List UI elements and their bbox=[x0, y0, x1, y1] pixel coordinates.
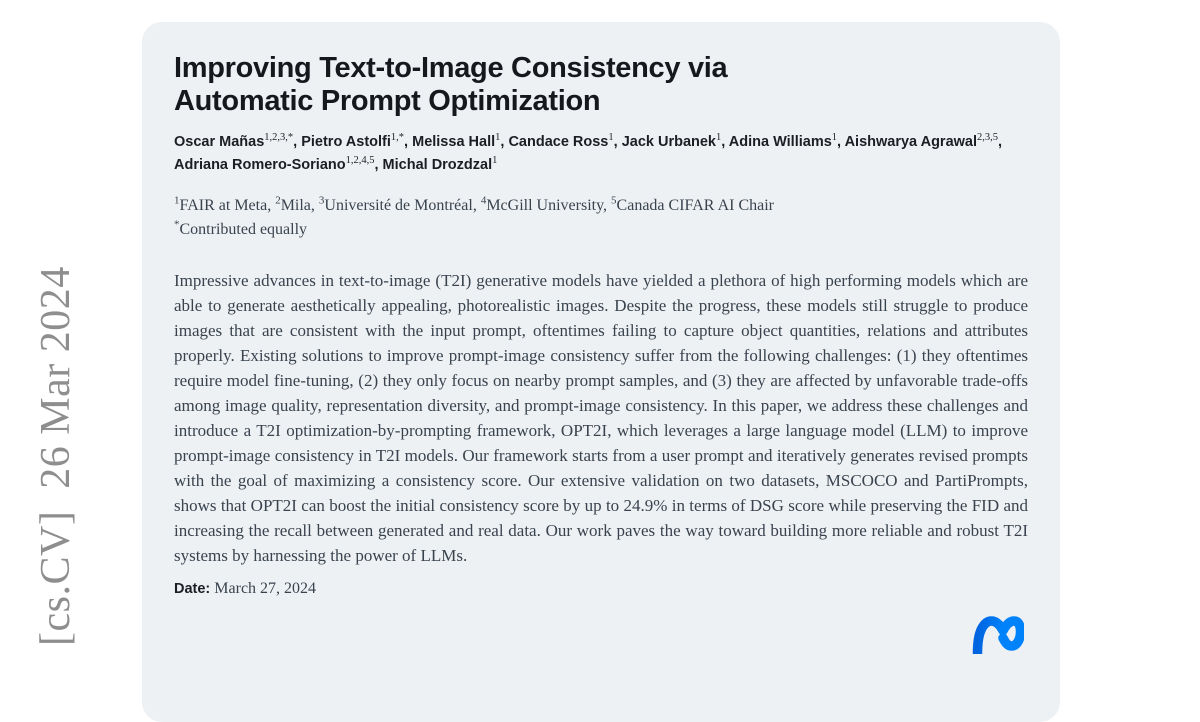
affiliation-superscript: 4 bbox=[480, 194, 487, 207]
author bbox=[729, 134, 841, 150]
paper-title bbox=[174, 52, 1028, 118]
author-separator: , bbox=[404, 134, 409, 150]
affiliation-separator: , bbox=[267, 197, 276, 214]
affiliation-superscript: 5 bbox=[611, 194, 617, 207]
author-separator: , bbox=[721, 134, 726, 150]
author-name: Adriana Romero-Soriano bbox=[174, 157, 346, 173]
affiliation bbox=[275, 194, 319, 214]
paper-card bbox=[142, 22, 1060, 722]
author bbox=[412, 134, 504, 150]
author bbox=[508, 134, 617, 150]
author bbox=[174, 134, 297, 150]
affiliations-line bbox=[174, 194, 1028, 218]
paper-title-line-1: Improving Text-to-Image Consistency via bbox=[174, 52, 728, 84]
author bbox=[301, 134, 408, 150]
author-superscript: 1 bbox=[831, 132, 838, 144]
affiliation-superscript: 2 bbox=[275, 194, 281, 207]
author-name: Jack Urbanek bbox=[621, 134, 716, 150]
author-name: Aishwarya Agrawal bbox=[844, 134, 978, 150]
abstract-paragraph: Impressive advances in text-to-image (T2I) generative models have yielded a plethora of high performing models which are able to generate aesthetically appealing, photorealistic images. Despite the progress, these models still struggle to produce images that are consistent with the input prompt, oftentimes failing to capture object quantities, relations and attributes properly. Existing solutions to improve prompt-image consistency suffer from the following challenges: (1) they oftentimes require model fine-tuning, (2) they only focus on nearby prompt samples, and (3) they are affected by unfavorable trade-offs among image quality, representation diversity, and prompt-image consistency. In this paper, we address these challenges and introduce a T2I optimization-by-prompting framework, OPT2I, which leverages a large language model (LLM) to improve prompt-image consistency in T2I models. Our framework starts from a user prompt and iteratively generates revised prompts with the goal of maximizing a consistency score. Our extensive validation on two datasets, MSCOCO and PartiPrompts, shows that OPT2I can boost the initial consistency score by up to 24.9% in terms of DSG score while preserving the FID and increasing the recall between generated and real data. Our work paves the way toward building more reliable and robust T2I systems by harnessing the power of LLMs. bbox=[174, 271, 1028, 565]
author-superscript: 1,2,4,5 bbox=[345, 155, 375, 167]
affiliation bbox=[318, 194, 481, 214]
arxiv-watermark: [cs.CV] 26 Mar 2024 bbox=[33, 266, 79, 646]
author-superscript: 1 bbox=[608, 132, 614, 144]
contribution-superscript: * bbox=[174, 218, 180, 231]
author-name: Michal Drozdzal bbox=[382, 157, 493, 173]
affiliation-separator: , bbox=[472, 197, 481, 214]
author-separator: , bbox=[837, 134, 842, 150]
affiliation bbox=[174, 194, 276, 214]
affiliation bbox=[480, 194, 612, 214]
affiliation-superscript: 1 bbox=[174, 194, 180, 207]
author-separator: , bbox=[374, 157, 379, 173]
affiliation-name: McGill University bbox=[486, 197, 604, 214]
author-separator: , bbox=[293, 134, 298, 150]
affiliation-name: Université de Montréal bbox=[324, 197, 473, 214]
meta-logo-icon bbox=[972, 614, 1024, 654]
affiliation-name: FAIR at Meta bbox=[179, 197, 268, 214]
author-superscript: 1 bbox=[495, 132, 501, 144]
paper-title-line-2: Automatic Prompt Optimization bbox=[174, 85, 601, 117]
author-name: Melissa Hall bbox=[412, 134, 496, 150]
author-separator: , bbox=[998, 134, 1003, 150]
author-name: Candace Ross bbox=[508, 134, 609, 150]
affiliation-name: Canada CIFAR AI Chair bbox=[616, 197, 775, 214]
affiliation-name: Mila bbox=[280, 197, 311, 214]
affiliation bbox=[611, 194, 775, 214]
author-separator: , bbox=[613, 134, 618, 150]
author-superscript: 1,2,3,* bbox=[264, 132, 294, 144]
affiliation-separator: , bbox=[310, 197, 319, 214]
dateline bbox=[174, 580, 1028, 598]
author-superscript: 1,* bbox=[390, 132, 405, 144]
author-list bbox=[174, 131, 1028, 177]
author-name: Oscar Mañas bbox=[174, 134, 265, 150]
author-superscript: 1 bbox=[716, 132, 722, 144]
affiliation-separator: , bbox=[603, 197, 612, 214]
contribution-note bbox=[174, 218, 1028, 242]
author-superscript: 2,3,5 bbox=[977, 132, 999, 144]
author bbox=[383, 157, 498, 173]
author-separator: , bbox=[500, 134, 505, 150]
author-name: Adina Williams bbox=[728, 134, 832, 150]
date-value: March 27, 2024 bbox=[214, 580, 317, 597]
author bbox=[622, 134, 726, 150]
author bbox=[174, 157, 379, 173]
affiliations-block bbox=[174, 194, 1028, 242]
contribution-text: Contributed equally bbox=[179, 221, 308, 238]
author-name: Pietro Astolfi bbox=[301, 134, 391, 150]
author bbox=[845, 134, 1002, 150]
affiliation-superscript: 3 bbox=[318, 194, 325, 207]
author-superscript: 1 bbox=[492, 155, 498, 167]
date-label: Date: bbox=[174, 581, 211, 597]
